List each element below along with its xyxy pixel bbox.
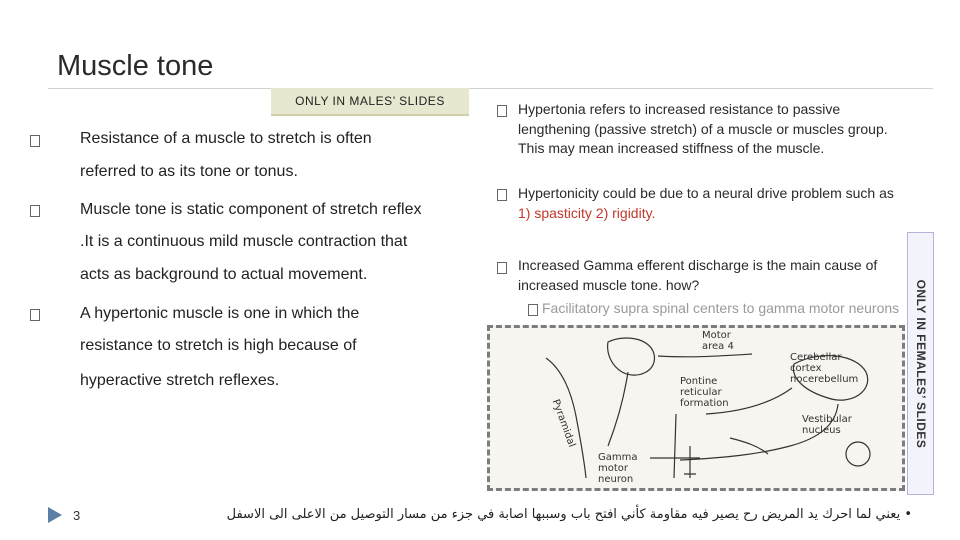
left-line-5: acts as background to actual movement. xyxy=(80,266,368,283)
slide-title: Muscle tone xyxy=(57,50,214,82)
bullet-icon xyxy=(497,261,507,273)
arabic-note xyxy=(227,507,912,522)
bullet-icon xyxy=(30,308,40,320)
arabic-bullet: • xyxy=(904,507,912,522)
pyramidal-label: Pyramidal xyxy=(549,398,578,449)
motor-area-label: Motor area 4 xyxy=(702,330,734,352)
gamma-pathway-diagram xyxy=(487,325,905,491)
left-line-8: hyperactive stretch reflexes. xyxy=(80,372,280,389)
female-only-tag xyxy=(907,232,934,495)
male-only-tag: ONLY IN MALES’ SLIDES xyxy=(271,88,469,116)
bullet-icon xyxy=(497,104,507,116)
facilitatory-subpoint: Facilitatory supra spinal centers to gamma motor neurons xyxy=(542,300,900,316)
left-line-7: resistance to stretch is high because of xyxy=(80,337,357,354)
hypertonicity-paragraph xyxy=(518,184,896,223)
gamma-motor-label: Gamma motor neuron xyxy=(598,452,638,485)
left-line-4: .It is a continuous mild muscle contraction that xyxy=(80,233,408,250)
hypertonia-paragraph: Hypertonia refers to increased resistance to passive lengthening (passive stretch) of a muscle or muscles group. This may mean increased stiffness of the muscle. xyxy=(518,101,888,156)
pontine-label: Pontine reticular formation xyxy=(680,376,729,409)
slide-number: 3 xyxy=(73,508,81,523)
left-line-2: referred to as its tone or tonus. xyxy=(80,163,298,180)
vestibular-label: Vestibular nucleus xyxy=(802,414,852,436)
bullet-icon xyxy=(30,204,40,216)
left-line-1: Resistance of a muscle to stretch is often xyxy=(80,130,372,147)
gamma-paragraph: Increased Gamma efferent discharge is the main cause of increased muscle tone. how? xyxy=(518,257,878,293)
hypertonicity-causes: 1) spasticity 2) rigidity. xyxy=(518,204,656,221)
hypertonicity-text: Hypertonicity could be due to a neural drive problem such as xyxy=(518,185,894,201)
female-tag-label: ONLY IN FEMALES’ SLIDES xyxy=(913,279,928,448)
bullet-icon xyxy=(497,188,507,200)
bullet-icon xyxy=(30,134,40,146)
cerebellar-cortex-label: Cerebellar cortex nocerebellum xyxy=(790,352,859,385)
title-divider xyxy=(48,88,933,89)
play-icon xyxy=(48,507,62,523)
left-line-6: A hypertonic muscle is one in which the xyxy=(80,305,360,322)
left-line-3: Muscle tone is static component of stretch reflex xyxy=(80,201,422,218)
sub-bullet-icon xyxy=(528,303,538,315)
arabic-note-text: يعني لما احرك يد المريض رح يصير فيه مقاومة كأني افتح باب وسببها اصابة في جزء من مسار التوصيل من الاعلى الى الاسفل xyxy=(226,507,901,522)
